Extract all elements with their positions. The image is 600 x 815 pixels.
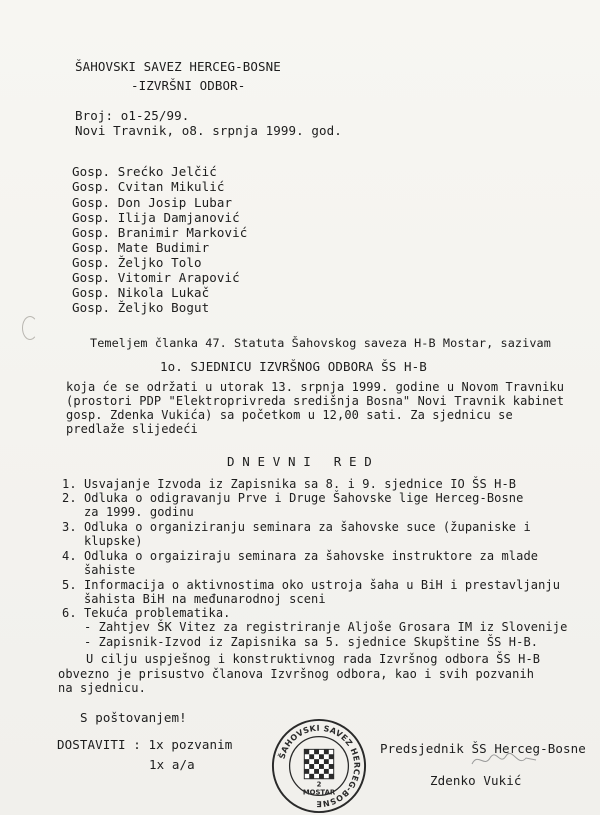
- recipient-item: Gosp. Željko Bogut: [72, 300, 210, 315]
- recipient-item: Gosp. Nikola Lukač: [72, 285, 210, 300]
- recipient-item: Gosp. Srećko Jelčić: [72, 164, 217, 179]
- org-body: -IZVRŠNI ODBOR-: [131, 78, 246, 93]
- agenda-item: - Zapisnik-Izvod iz Zapisnika sa 5. sjednice Skupštine ŠS H-B.: [62, 635, 539, 649]
- recipient-item: Gosp. Mate Budimir: [72, 240, 210, 255]
- recipient-item: Gosp. Ilija Damjanović: [72, 210, 240, 225]
- agenda-title: D N E V N I R E D: [227, 454, 372, 469]
- svg-text:2: 2: [316, 780, 322, 789]
- closing-line: U cilju uspješnog i konstruktivnog rada Izvršnog odbora ŠS H-B: [86, 652, 541, 666]
- place-date: Novi Travnik, o8. srpnja 1999. god.: [75, 123, 342, 138]
- document-number: Broj: o1-25/99.: [75, 108, 190, 123]
- recipient-item: Gosp. Don Josip Lubar: [72, 195, 233, 210]
- official-stamp: [270, 717, 368, 815]
- closing-line: na sjednicu.: [58, 681, 146, 695]
- svg-text:ŠAHOVSKI SAVEZ HERCEG-BOSNE: ŠAHOVSKI SAVEZ HERCEG-BOSNE: [277, 723, 362, 809]
- session-title: 1o. SJEDNICU IZVRŠNOG ODBORA ŠS H-B: [160, 359, 427, 374]
- body-line: gosp. Zdenka Vukića) sa početkom u 12,00 sati. Za sjednicu se: [66, 408, 513, 422]
- greeting: S poštovanjem!: [80, 710, 187, 725]
- agenda-item: klupske): [62, 534, 143, 548]
- chessboard-icon: [304, 749, 333, 778]
- agenda-item: 4. Odluka o orgaiziraju seminara za šahovske instruktore za mlade: [62, 549, 539, 563]
- body-line: predlaže slijedeći: [66, 422, 198, 436]
- agenda-item: šahista BiH na međunarodnoj sceni: [62, 592, 326, 606]
- agenda-item: 3. Odluka o organiziranju seminara za šahovske suce (županiske i: [62, 520, 531, 534]
- agenda-item: 1. Usvajanje Izvoda iz Zapisnika sa 8. i 9. sjednice IO ŠS H-B: [62, 477, 517, 491]
- agenda-item: 5. Informacija o aktivnostima oko ustroja šaha u BiH i prestavljanju: [62, 578, 561, 592]
- recipient-item: Gosp. Cvitan Mikulić: [72, 179, 225, 194]
- org-name: ŠAHOVSKI SAVEZ HERCEG-BOSNE: [75, 59, 281, 74]
- closing-line: obvezno je prisustvo članova Izvršnog odbora, kao i svih pozvanih: [58, 667, 535, 681]
- intro-paragraph: Temeljem članka 47. Statuta Šahovskog saveza H-B Mostar, sazivam: [90, 336, 551, 350]
- recipient-item: Gosp. Vitomir Arapović: [72, 270, 240, 285]
- body-line: koja će se održati u utorak 13. srpnja 1999. godine u Novom Travniku: [66, 380, 565, 394]
- agenda-item: 2. Odluka o odigravanju Prve i Druge Šahovske lige Herceg-Bosne: [62, 491, 524, 505]
- signature-name: Zdenko Vukić: [430, 773, 522, 788]
- recipient-item: Gosp. Branimir Marković: [72, 225, 248, 240]
- svg-text:MOSTAR: MOSTAR: [302, 788, 336, 797]
- distribution-line-1: DOSTAVITI : 1x pozvanim: [57, 737, 233, 752]
- distribution-line-2: 1x a/a: [149, 757, 195, 772]
- signature-scribble: [470, 748, 540, 770]
- agenda-item: za 1999. godinu: [62, 505, 194, 519]
- recipient-item: Gosp. Željko Tolo: [72, 255, 202, 270]
- agenda-item: - Zahtjev ŠK Vitez za registriranje Aljoše Grosara IM iz Slovenije: [62, 620, 568, 634]
- agenda-item: 6. Tekuća problematika.: [62, 606, 231, 620]
- body-line: (prostori PDP "Elektroprivreda središnja Bosna" Novi Travnik kabinet: [66, 394, 565, 408]
- punch-hole-mark: [22, 316, 38, 340]
- signature-title: Predsjednik ŠS Herceg-Bosne: [380, 741, 586, 756]
- agenda-item: šahiste: [62, 563, 136, 577]
